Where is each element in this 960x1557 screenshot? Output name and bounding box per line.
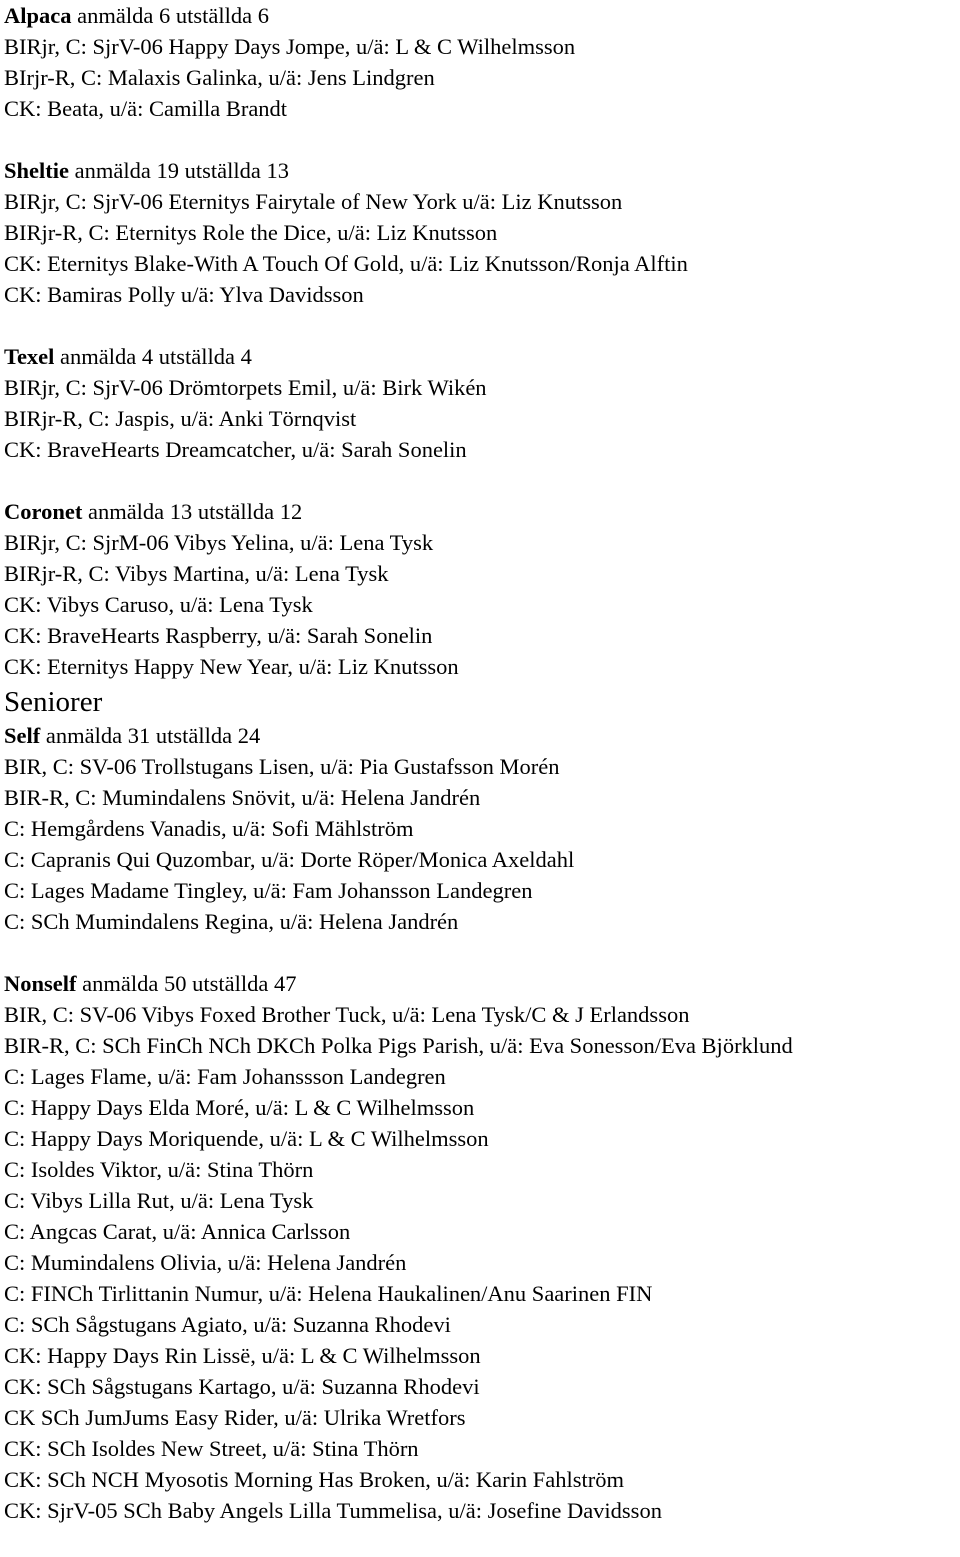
entry-line: C: SCh Sågstugans Agiato, u/ä: Suzanna Rhodevi [4,1312,451,1337]
entry-line: C: Angcas Carat, u/ä: Annica Carlsson [4,1219,351,1244]
entry-line: CK: SCh Isoldes New Street, u/ä: Stina Thörn [4,1436,419,1461]
entry-line: CK: SCh NCH Myosotis Morning Has Broken, u/ä: Karin Fahlström [4,1467,625,1492]
breed-header [4,155,960,186]
breed-group-sheltie [4,155,960,310]
breed-header [4,968,960,999]
entry-line: BIRjr-R, C: Vibys Martina, u/ä: Lena Tysk [4,561,389,586]
entry-line: BIRjr-R, C: Jaspis, u/ä: Anki Törnqvist [4,406,357,431]
entry-line: BIR-R, C: Mumindalens Snövit, u/ä: Helena Jandrén [4,785,481,810]
spacer [4,124,960,155]
breed-name: Coronet [4,499,83,524]
entry-line: CK: BraveHearts Dreamcatcher, u/ä: Sarah Sonelin [4,437,467,462]
entry-line: C: Lages Flame, u/ä: Fam Johanssson Landegren [4,1064,446,1089]
breed-name: Alpaca [4,3,72,28]
breed-header [4,496,960,527]
entry-line: BIRjr, C: SjrM-06 Vibys Yelina, u/ä: Lena Tysk [4,530,434,555]
breed-header [4,341,960,372]
entry-line: CK: Happy Days Rin Lissë, u/ä: L & C Wilhelmsson [4,1343,481,1368]
entry-line: BIRjr-R, C: Eternitys Role the Dice, u/ä: Liz Knutsson [4,220,498,245]
breed-group-nonself [4,968,960,1526]
spacer [4,937,960,968]
breed-header [4,0,960,31]
entry-line: C: Happy Days Moriquende, u/ä: L & C Wilhelmsson [4,1126,489,1151]
entry-line: BIR-R, C: SCh FinCh NCh DKCh Polka Pigs Parish, u/ä: Eva Sonesson/Eva Björklund [4,1033,793,1058]
entry-line: BIR, C: SV-06 Trollstugans Lisen, u/ä: Pia Gustafsson Morén [4,754,560,779]
breed-name: Self [4,723,41,748]
entry-line: C: Hemgårdens Vanadis, u/ä: Sofi Mählström [4,816,414,841]
entry-line: C: Mumindalens Olivia, u/ä: Helena Jandrén [4,1250,407,1275]
entry-line: CK: Eternitys Happy New Year, u/ä: Liz Knutsson [4,654,459,679]
entry-line: CK: SCh Sågstugans Kartago, u/ä: Suzanna Rhodevi [4,1374,480,1399]
entry-line: CK: SjrV-05 SCh Baby Angels Lilla Tummelisa, u/ä: Josefine Davidsson [4,1498,662,1523]
entry-line: CK: BraveHearts Raspberry, u/ä: Sarah Sonelin [4,623,433,648]
breed-stats: anmälda 13 utställda 12 [82,499,303,524]
entry-line: BIRjr, C: SjrV-06 Happy Days Jompe, u/ä: L & C Wilhelmsson [4,34,576,59]
breed-group-alpaca [4,0,960,124]
spacer [4,310,960,341]
breed-name: Texel [4,344,55,369]
entry-line: BIRjr, C: SjrV-06 Drömtorpets Emil, u/ä: Birk Wikén [4,375,487,400]
entry-line: BIrjr-R, C: Malaxis Galinka, u/ä: Jens Lindgren [4,65,435,90]
breed-group-coronet [4,496,960,682]
entry-line: C: Vibys Lilla Rut, u/ä: Lena Tysk [4,1188,314,1213]
entry-line: C: Isoldes Viktor, u/ä: Stina Thörn [4,1157,314,1182]
document-body [4,0,960,1526]
breed-header [4,720,960,751]
entry-line: CK SCh JumJums Easy Rider, u/ä: Ulrika Wretfors [4,1405,466,1430]
entry-line: CK: Beata, u/ä: Camilla Brandt [4,96,288,121]
breed-stats: anmälda 4 utställda 4 [54,344,252,369]
breed-stats: anmälda 50 utställda 47 [76,971,297,996]
entry-line: C: Happy Days Elda Moré, u/ä: L & C Wilhelmsson [4,1095,475,1120]
breed-name: Sheltie [4,158,69,183]
section-heading-seniorer: Seniorer [4,686,103,718]
entry-line: BIRjr, C: SjrV-06 Eternitys Fairytale of New York u/ä: Liz Knutsson [4,189,623,214]
spacer [4,465,960,496]
breed-name: Nonself [4,971,77,996]
breed-stats: anmälda 31 utställda 24 [40,723,261,748]
breed-stats: anmälda 6 utställda 6 [71,3,269,28]
entry-line: C: FINCh Tirlittanin Numur, u/ä: Helena Haukalinen/Anu Saarinen FIN [4,1281,653,1306]
entry-line: CK: Vibys Caruso, u/ä: Lena Tysk [4,592,313,617]
entry-line: BIR, C: SV-06 Vibys Foxed Brother Tuck, u/ä: Lena Tysk/C & J Erlandsson [4,1002,690,1027]
breed-group-texel [4,341,960,465]
breed-stats: anmälda 19 utställda 13 [69,158,289,183]
entry-line: CK: Eternitys Blake-With A Touch Of Gold, u/ä: Liz Knutsson/Ronja Alftin [4,251,688,276]
breed-group-self [4,720,960,937]
entry-line: C: Lages Madame Tingley, u/ä: Fam Johansson Landegren [4,878,533,903]
entry-line: C: Capranis Qui Quzombar, u/ä: Dorte Röper/Monica Axeldahl [4,847,575,872]
entry-line: CK: Bamiras Polly u/ä: Ylva Davidsson [4,282,364,307]
entry-line: C: SCh Mumindalens Regina, u/ä: Helena Jandrén [4,909,459,934]
